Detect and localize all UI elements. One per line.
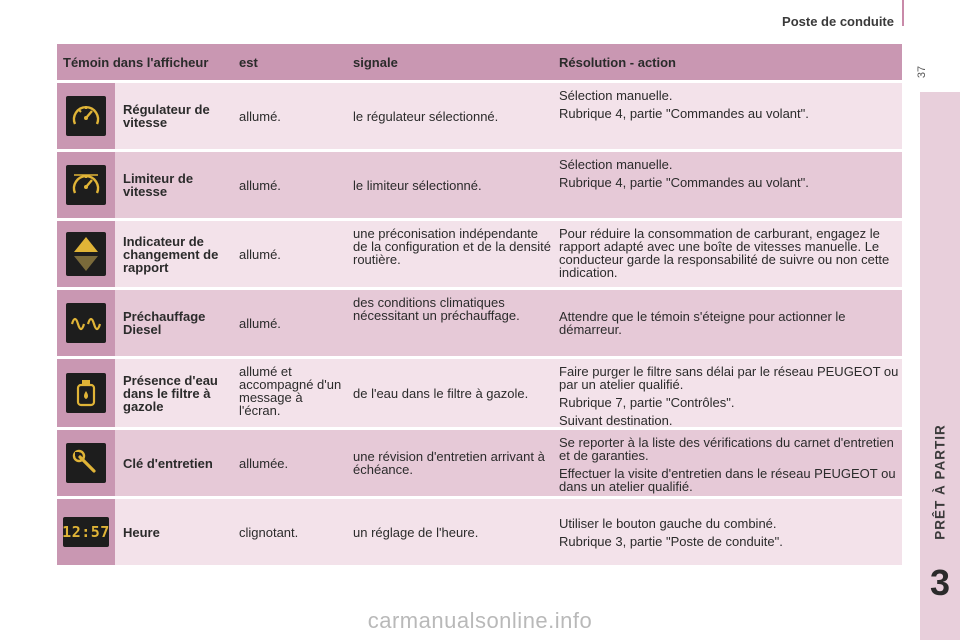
header-divider bbox=[902, 0, 904, 26]
header-action: Résolution - action bbox=[559, 54, 676, 70]
page-number: 37 bbox=[916, 65, 929, 79]
table-row bbox=[57, 499, 902, 568]
row-state: allumée. bbox=[239, 455, 289, 471]
row-indicator-name: Indicateur de changement de rapport bbox=[123, 233, 219, 275]
row-signal: une révision d'entretien arrivant à échéance. bbox=[353, 449, 545, 477]
gear-shift-indicator-icon bbox=[66, 232, 106, 276]
speed-regulator-icon bbox=[66, 96, 106, 136]
chapter-side-tab bbox=[920, 92, 960, 640]
row-action: Attendre que le témoin s'éteigne pour actionner le démarreur. bbox=[559, 309, 846, 337]
row-action: Faire purger le filtre sans délai par le réseau PEUGEOT ou par un atelier qualifié. Rubrique 7, partie "Contrôles". Suivant destination. bbox=[559, 364, 899, 428]
row-action: Se reporter à la liste des vérifications du carnet d'entretien et de garanties. Effectuer la visite d'entretien dans le réseau PEUGEOT ou dans un atelier qualifié. bbox=[559, 435, 896, 494]
row-indicator-name: Régulateur de vitesse bbox=[123, 102, 210, 130]
indicator-table bbox=[57, 44, 902, 568]
table-row bbox=[57, 152, 902, 221]
row-state: clignotant. bbox=[239, 524, 299, 540]
row-signal: un réglage de l'heure. bbox=[353, 524, 479, 540]
row-indicator-name: Clé d'entretien bbox=[123, 455, 213, 471]
row-action: Sélection manuelle. Rubrique 4, partie "Commandes au volant". bbox=[559, 88, 809, 121]
table-row bbox=[57, 221, 902, 290]
row-indicator-name: Présence d'eau dans le filtre à gazole bbox=[123, 372, 218, 414]
row-signal: de l'eau dans le filtre à gazole. bbox=[353, 385, 529, 401]
water-in-diesel-icon bbox=[66, 373, 106, 413]
service-wrench-icon bbox=[66, 443, 106, 483]
chapter-number: 3 bbox=[929, 562, 951, 603]
row-indicator-name: Limiteur de vitesse bbox=[123, 171, 194, 199]
row-signal: une préconisation indépendante de la configuration et de la densité routière. bbox=[353, 226, 552, 267]
speed-limiter-icon bbox=[66, 165, 106, 205]
table-row bbox=[57, 430, 902, 499]
header-indicator: Témoin dans l'afficheur bbox=[63, 54, 209, 70]
row-state: allumé et accompagné d'un message à l'écran. bbox=[239, 364, 342, 418]
page-header-title: Poste de conduite bbox=[782, 14, 894, 29]
row-indicator-name: Heure bbox=[123, 524, 160, 540]
table-header bbox=[57, 44, 902, 83]
row-state: allumé. bbox=[239, 246, 281, 262]
table-row bbox=[57, 290, 902, 359]
row-action: Pour réduire la consommation de carburant, engagez le rapport adapté avec une boîte de vitesses manuelle. Le conducteur garde la responsabilité de suivre ou non cette indication. bbox=[559, 226, 890, 280]
section-label: PRÊT À PARTIR bbox=[932, 424, 948, 540]
row-indicator-name: Préchauffage Diesel bbox=[123, 309, 206, 337]
row-signal: le limiteur sélectionné. bbox=[353, 177, 482, 193]
row-state: allumé. bbox=[239, 177, 281, 193]
watermark: carmanualsonline.info bbox=[367, 608, 593, 633]
row-state: allumé. bbox=[239, 315, 281, 331]
header-signal: signale bbox=[353, 54, 398, 70]
row-signal: des conditions climatiques nécessitant un préchauffage. bbox=[353, 295, 520, 323]
clock-display-icon: 12:57 bbox=[63, 517, 109, 547]
row-action: Utiliser le bouton gauche du combiné. Rubrique 3, partie "Poste de conduite". bbox=[559, 515, 783, 549]
row-signal: le régulateur sélectionné. bbox=[353, 108, 499, 124]
table-row bbox=[57, 83, 902, 152]
row-state: allumé. bbox=[239, 108, 281, 124]
glow-plug-icon bbox=[66, 303, 106, 343]
header-state: est bbox=[239, 54, 258, 70]
table-row bbox=[57, 359, 902, 430]
row-action: Sélection manuelle. Rubrique 4, partie "Commandes au volant". bbox=[559, 157, 809, 190]
